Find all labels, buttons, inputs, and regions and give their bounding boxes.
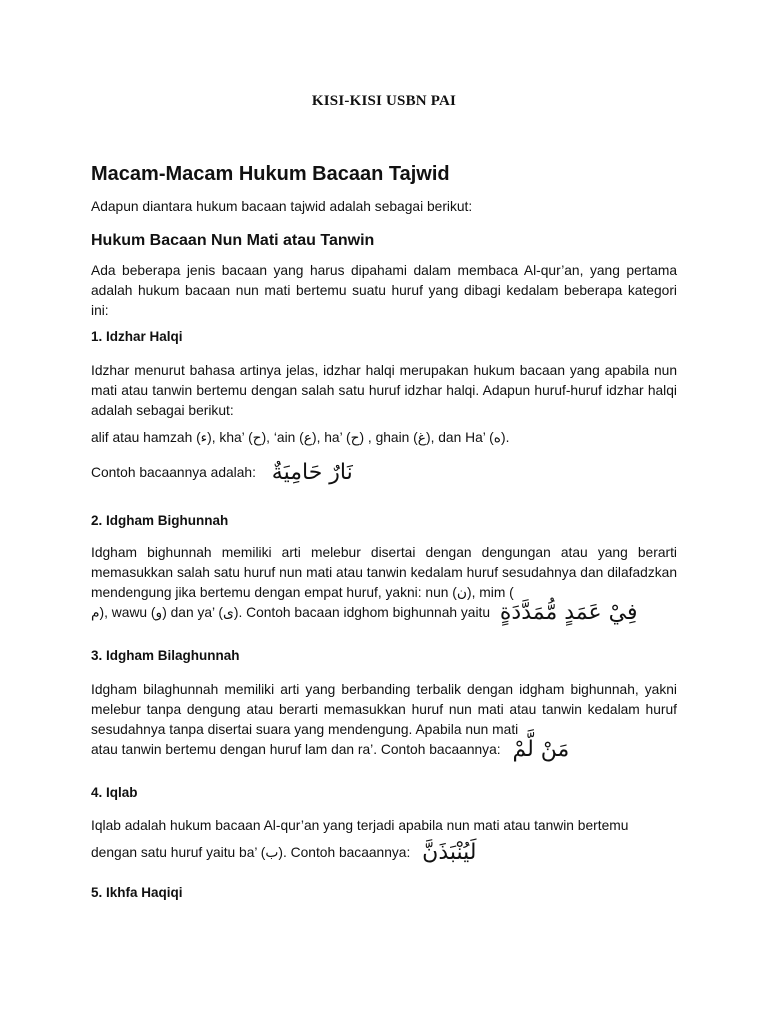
section-5-title: 5. Ikhfa Haqiqi <box>91 885 183 900</box>
section-1-letters: alif atau hamzah (ء), kha’ (ح), ‘ain (ع), ha’ (ح) , ghain (غ), dan Ha’ (ه). <box>91 430 510 445</box>
section-1-example-label: Contoh bacaannya adalah: <box>91 465 256 480</box>
section-2-example <box>91 602 638 624</box>
section-3-title: 3. Idgham Bilaghunnah <box>91 648 240 663</box>
section-1-example <box>91 462 353 484</box>
section-1-paragraph: Idzhar menurut bahasa artinya jelas, idzhar halqi merupakan hukum bacaan yang apabila nun mati atau tanwin bertemu dengan salah satu huruf idzhar halqi. Adapun huruf-huruf idzhar halqi adalah sebagai berikut: <box>91 363 677 418</box>
section-4-example <box>91 842 476 864</box>
section-2-example-text: م), wawu (و) dan ya’ (ى). Contoh bacaan idghom bighunnah yaitu <box>91 605 491 620</box>
intro-text: Adapun diantara hukum bacaan tajwid adalah sebagai berikut: <box>91 199 473 214</box>
section-2-example-arabic: فِيْ عَمَدٍ مُّمَدَّدَةٍ <box>499 600 638 626</box>
section-3-paragraph: Idgham bilaghunnah memiliki arti yang berbanding terbalik dengan idgham bighunnah, yakni melebur tanpa dengung atau berarti memasukkan huruf nun mati atau tanwin kedalam huruf sesudahnya tanpa disertai suara yang mendengung. Apabila nun mati <box>91 682 677 737</box>
section-3-example <box>91 739 569 761</box>
sub-heading: Hukum Bacaan Nun Mati atau Tanwin <box>91 232 375 249</box>
section-4-example-text: dengan satu huruf yaitu ba’ (ب). Contoh bacaannya: <box>91 845 411 860</box>
section-1-example-arabic: نَارٌ حَامِيَةٌ <box>271 460 353 486</box>
section-2-paragraph: Idgham bighunnah memiliki arti melebur disertai dengan dengungan atau yang berarti memasukkan salah satu huruf nun mati atau tanwin kedalam huruf sesudahnya dan dilafadzkan mendengung jika bertemu dengan empat huruf, yakni: nun (ن), mim ( <box>91 545 677 600</box>
section-3-example-text: atau tanwin bertemu dengan huruf lam dan ra’. Contoh bacaannya: <box>91 742 501 757</box>
section-3-example-arabic: مَنْ لَّمْ <box>512 737 570 763</box>
section-4-paragraph: Iqlab adalah hukum bacaan Al-qur’an yang terjadi apabila nun mati atau tanwin bertemu <box>91 818 629 833</box>
section-4-title: 4. Iqlab <box>91 785 138 800</box>
section-2-title: 2. Idgham Bighunnah <box>91 513 229 528</box>
sub-paragraph: Ada beberapa jenis bacaan yang harus dipahami dalam membaca Al-qur’an, yang pertama adalah hukum bacaan nun mati bertemu suatu huruf yang dibagi kedalam beberapa kategori ini: <box>91 263 677 318</box>
document-title: KISI-KISI USBN PAI <box>311 93 457 109</box>
section-1-title: 1. Idzhar Halqi <box>91 329 183 344</box>
main-heading: Macam-Macam Hukum Bacaan Tajwid <box>91 163 450 185</box>
section-4-example-arabic: لَيُنْبَذَنَّ <box>422 840 477 866</box>
